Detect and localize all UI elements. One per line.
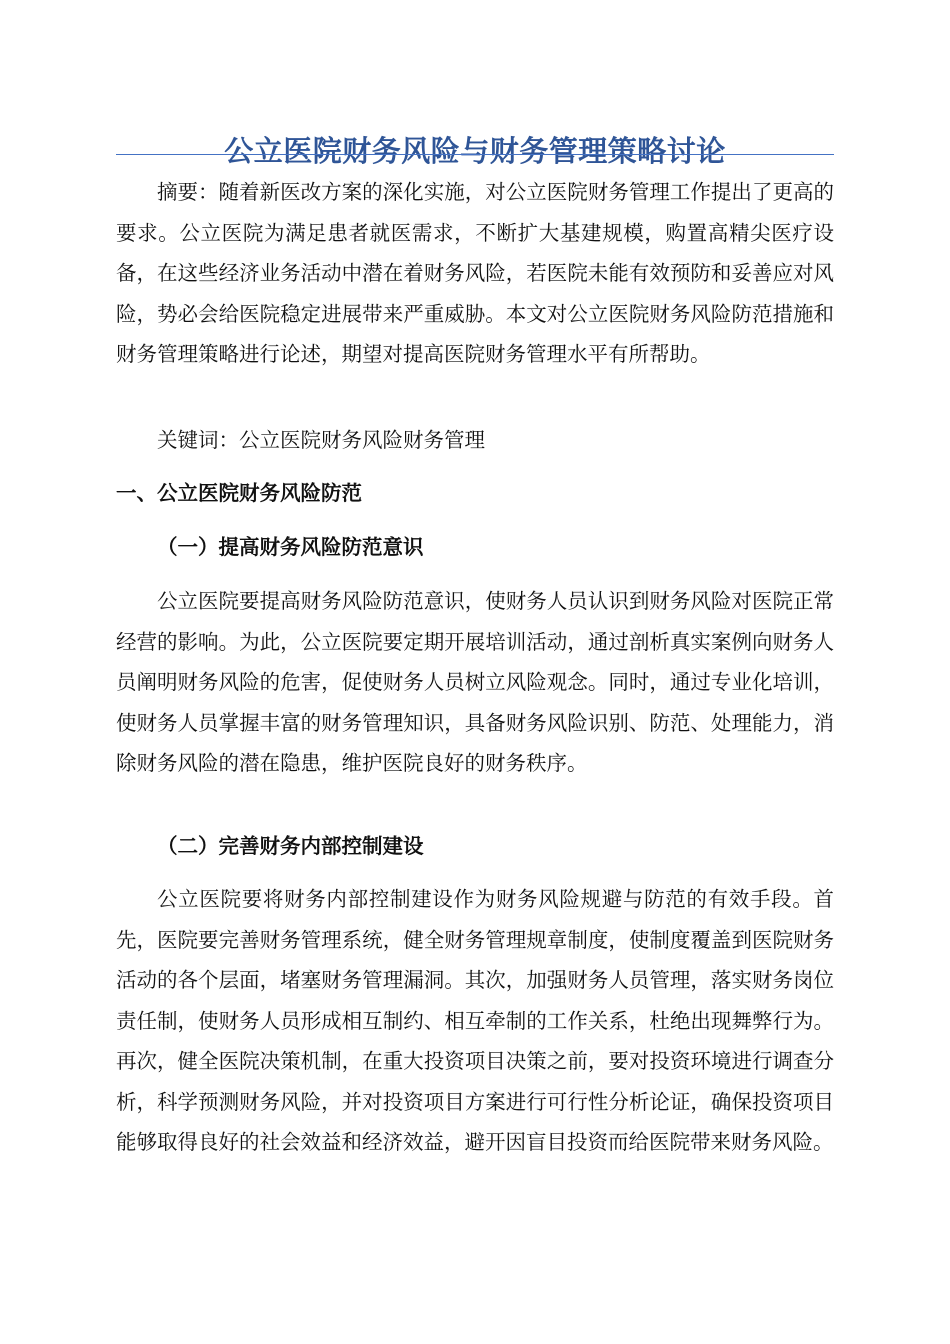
- section-heading-1: 一、公立医院财务风险防范: [116, 481, 362, 505]
- subsection-heading-2: （二）完善财务内部控制建设: [157, 834, 424, 858]
- title-underline: [116, 154, 834, 155]
- document-title: 公立医院财务风险与财务管理策略讨论: [224, 134, 726, 169]
- subsection-2-paragraph: 公立医院要将财务内部控制建设作为财务风险规避与防范的有效手段。首先，医院要完善财务管理系统，健全财务管理规章制度，使制度覆盖到医院财务活动的各个层面，堵塞财务管理漏洞。其次，加强财务人员管理，落实财务岗位责任制，使财务人员形成相互制约、相互牵制的工作关系，杜绝出现舞弊行为。再次，健全医院决策机制，在重大投资项目决策之前，要对投资环境进行调查分析，科学预测财务风险，并对投资项目方案进行可行性分析论证，确保投资项目能够取得良好的社会效益和经济效益，避开因盲目投资而给医院带来财务风险。: [116, 887, 834, 1154]
- subsection-heading-1: （一）提高财务风险防范意识: [157, 535, 424, 559]
- subsection-1-paragraph: 公立医院要提高财务风险防范意识，使财务人员认识到财务风险对医院正常经营的影响。为此，公立医院要定期开展培训活动，通过剖析真实案例向财务人员阐明财务风险的危害，促使财务人员树立风险观念。同时，通过专业化培训，使财务人员掌握丰富的财务管理知识，具备财务风险识别、防范、处理能力，消除财务风险的潜在隐患，维护医院良好的财务秩序。: [116, 589, 834, 775]
- abstract-paragraph: 摘要：随着新医改方案的深化实施，对公立医院财务管理工作提出了更高的要求。公立医院为满足患者就医需求，不断扩大基建规模，购置高精尖医疗设备，在这些经济业务活动中潜在着财务风险，若医院未能有效预防和妥善应对风险，势必会给医院稳定进展带来严重威胁。本文对公立医院财务风险防范措施和财务管理策略进行论述，期望对提高医院财务管理水平有所帮助。: [116, 180, 834, 366]
- keywords-line: 关键词：公立医院财务风险财务管理: [157, 428, 485, 452]
